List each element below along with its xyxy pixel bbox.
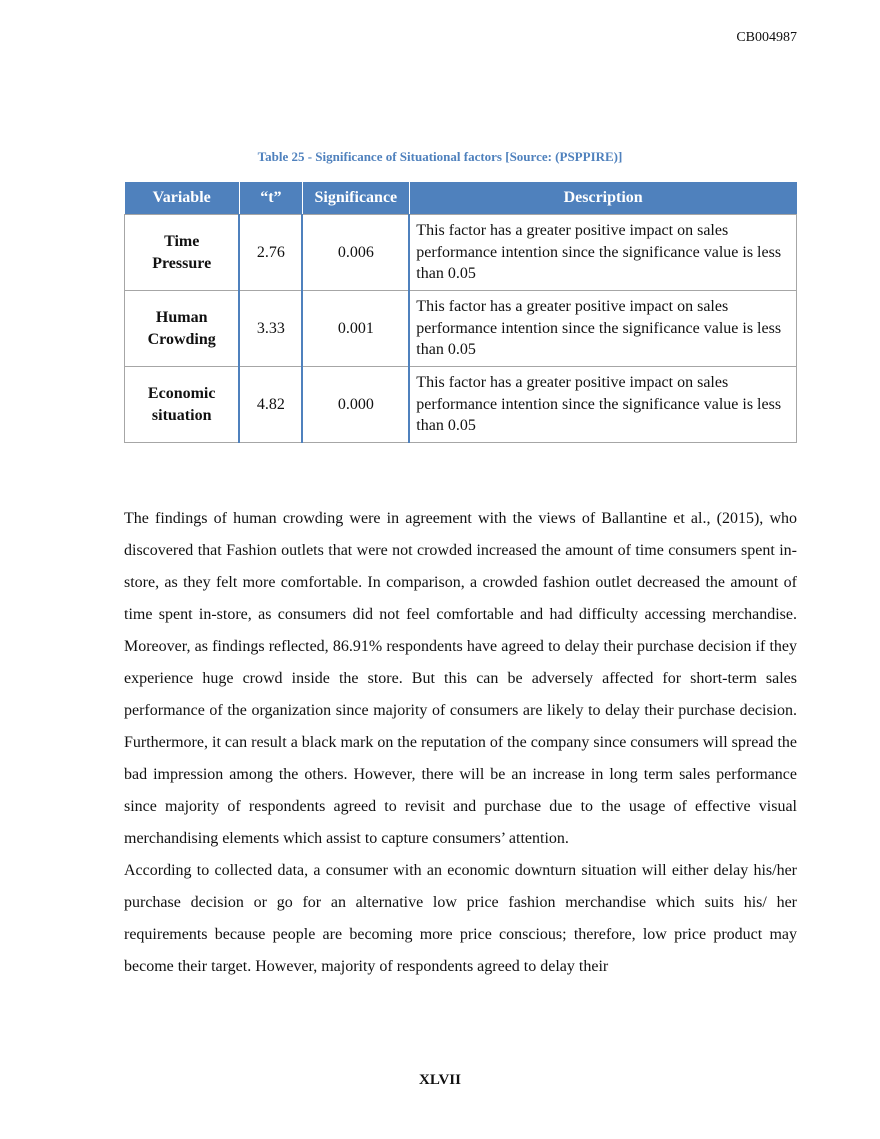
column-header-t: “t” (239, 182, 302, 215)
column-header-description: Description (409, 182, 796, 215)
variable-name-line2: Crowding (147, 330, 216, 348)
description-cell: This factor has a greater positive impact on sales performance intention since the significance value is less than 0.05 (409, 367, 796, 443)
significance-cell: 0.000 (302, 367, 409, 443)
t-value-cell: 2.76 (239, 215, 302, 291)
variable-cell (125, 291, 240, 367)
table-header-row (125, 182, 797, 215)
table-row (125, 215, 797, 291)
paragraph-human-crowding: The findings of human crowding were in agreement with the views of Ballantine et al., (2015), who discovered that Fashion outlets that were not crowded increased the amount of time consumers spent in-store, as they felt more comfortable. In comparison, a crowded fashion outlet decreased the amount of time spent in-store, as consumers did not feel comfortable and had difficulty accessing merchandise. Moreover, as findings reflected, 86.91% respondents have agreed to delay their purchase decision if they experience huge crowd inside the store. But this can be adversely affected for short-term sales performance of the organization since majority of consumers are likely to delay their purchase decision. Furthermore, it can result a black mark on the reputation of the company since consumers will spread the bad impression among the others. However, there will be an increase in long term sales performance since majority of respondents agreed to revisit and purchase due to the usage of effective visual merchandising elements which assist to capture consumers’ attention. (124, 510, 797, 847)
description-cell: This factor has a greater positive impact on sales performance intention since the significance value is less than 0.05 (409, 215, 796, 291)
column-header-variable: Variable (125, 182, 240, 215)
variable-name-line2: situation (151, 406, 212, 424)
variable-cell (125, 367, 240, 443)
table-caption: Table 25 - Significance of Situational factors [Source: (PSPPIRE)] (257, 149, 623, 164)
document-id: CB004987 (736, 30, 797, 45)
significance-table (124, 182, 797, 443)
table-row (125, 367, 797, 443)
column-header-significance: Significance (302, 182, 409, 215)
variable-cell (125, 215, 240, 291)
description-cell: This factor has a greater positive impact on sales performance intention since the significance value is less than 0.05 (409, 291, 796, 367)
t-value-cell: 4.82 (239, 367, 302, 443)
variable-name-line1: Human (155, 308, 208, 326)
paragraph-economic-situation: According to collected data, a consumer with an economic downturn situation will either delay his/her purchase decision or go for an alternative low price fashion merchandise which suits his/ her requirements because people are becoming more price conscious; therefore, low price product may become their target. However, majority of respondents agreed to delay their (124, 862, 797, 975)
body-text (124, 503, 797, 983)
t-value-cell: 3.33 (239, 291, 302, 367)
variable-name-line1: Time (164, 232, 200, 250)
variable-name-line2: Pressure (152, 254, 212, 272)
significance-cell: 0.001 (302, 291, 409, 367)
table-row (125, 291, 797, 367)
page-number: XLVII (419, 1072, 461, 1088)
variable-name-line1: Economic (147, 384, 216, 402)
significance-cell: 0.006 (302, 215, 409, 291)
